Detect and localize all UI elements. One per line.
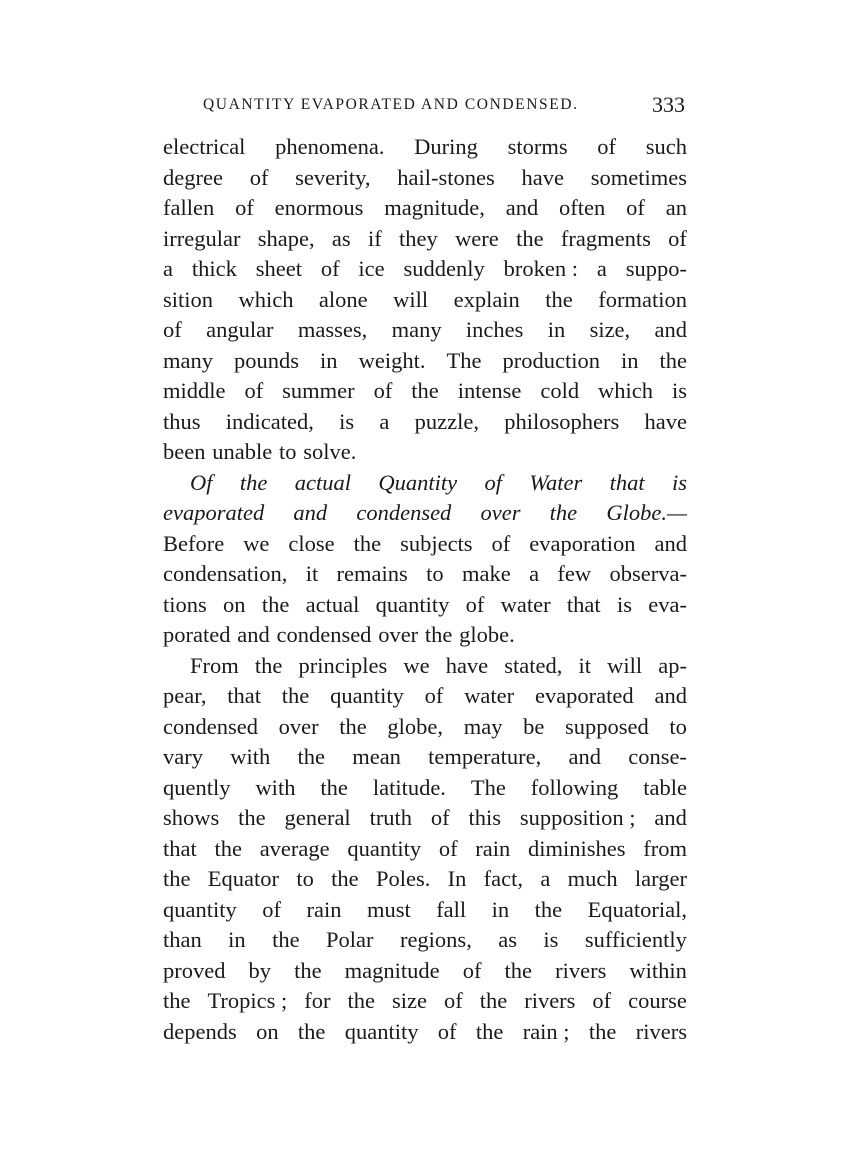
word: a: [540, 866, 551, 891]
word: quently: [163, 774, 231, 800]
word: diminishes: [528, 835, 626, 861]
word: latitude.: [372, 774, 446, 800]
word: that: [566, 591, 601, 617]
word: During: [414, 134, 478, 159]
word: of: [491, 530, 511, 556]
word: globe,: [387, 713, 444, 739]
word: summer: [282, 378, 355, 403]
word: fragments: [560, 225, 651, 251]
text-line: [163, 895, 687, 926]
word: a: [596, 256, 607, 281]
word: over: [278, 713, 319, 739]
word: in: [620, 347, 639, 373]
word: rain ;: [522, 1018, 570, 1044]
word: is: [671, 469, 687, 495]
text-line: [163, 651, 687, 682]
word: following: [530, 774, 619, 800]
word: close: [288, 530, 335, 556]
word: the: [214, 835, 242, 861]
word: tions: [163, 591, 207, 617]
word: for: [304, 988, 331, 1013]
text-line: [163, 925, 687, 956]
word: will: [393, 286, 429, 312]
word: of: [438, 835, 458, 861]
word: alone: [318, 286, 368, 312]
word: rivers: [524, 988, 576, 1013]
word: principles: [298, 652, 388, 678]
word: sufficiently: [584, 927, 687, 952]
word: the: [320, 774, 348, 800]
text-line: [163, 620, 687, 651]
word: which: [598, 378, 654, 403]
text-line: [163, 193, 687, 224]
word: regions,: [399, 927, 472, 952]
word: supposition ;: [519, 805, 636, 830]
word: suppo-: [625, 256, 687, 281]
word: a: [529, 561, 540, 586]
word: of: [597, 134, 617, 159]
word: The: [470, 774, 506, 800]
word: and: [654, 530, 687, 556]
word: solve.: [303, 439, 357, 464]
word: be: [523, 713, 545, 739]
text-line: [163, 132, 687, 163]
word: the: [516, 225, 544, 251]
text-line: [163, 468, 687, 499]
text-line: [163, 285, 687, 316]
word: porated: [163, 622, 231, 647]
word: hail-stones: [397, 164, 495, 190]
word: irregular: [163, 225, 241, 251]
word: the: [549, 500, 578, 525]
word: Equator: [207, 866, 280, 891]
word: and: [237, 622, 270, 647]
word: thus: [163, 408, 201, 434]
word: of: [249, 164, 269, 190]
word: much: [567, 866, 618, 891]
word: quantity: [347, 835, 422, 861]
word: is: [339, 408, 355, 434]
word: have: [521, 164, 564, 190]
text-line: [163, 742, 687, 773]
word: sometimes: [590, 164, 687, 190]
word: ice: [358, 256, 385, 281]
word: with: [230, 744, 271, 769]
word: the: [163, 866, 191, 891]
word: and: [654, 317, 687, 342]
word: in: [547, 317, 566, 342]
word: the: [297, 1018, 326, 1044]
word: will: [607, 652, 643, 678]
word: angular: [206, 317, 274, 342]
word: production: [502, 347, 600, 373]
word: over: [480, 500, 521, 525]
word: to: [278, 439, 297, 464]
word: Poles.: [375, 866, 431, 891]
word: as: [331, 225, 351, 251]
word: puzzle,: [414, 408, 479, 434]
word: the: [347, 988, 376, 1013]
word: the: [353, 530, 382, 556]
text-line: [163, 529, 687, 560]
word: of: [668, 225, 687, 251]
word: globe.: [459, 622, 515, 647]
word: which: [238, 286, 294, 312]
word: cold: [540, 378, 580, 403]
word: general: [284, 805, 351, 830]
word: sition: [163, 286, 214, 312]
word: the: [331, 866, 359, 891]
word: condensed: [356, 500, 452, 525]
word: a: [163, 256, 173, 281]
word: sheet: [255, 256, 302, 281]
word: explain: [453, 286, 520, 312]
word: within: [629, 957, 687, 983]
word: and: [568, 744, 601, 769]
word: inches: [465, 317, 524, 342]
word: rivers: [555, 957, 607, 983]
word: condensed: [276, 622, 372, 647]
word: fact,: [483, 866, 524, 891]
word: in: [228, 927, 246, 952]
word: that: [163, 835, 197, 861]
word: the: [261, 591, 290, 617]
word: formation: [598, 286, 687, 312]
word: truth: [369, 805, 413, 830]
word: quantity: [344, 1018, 419, 1044]
word: an: [665, 195, 687, 220]
word: quantity: [163, 896, 237, 922]
word: of: [592, 988, 612, 1013]
word: this: [468, 805, 502, 830]
text-line: [163, 407, 687, 438]
word: of: [235, 195, 254, 220]
word: and: [654, 805, 687, 830]
word: the: [411, 378, 439, 403]
word: fall: [436, 896, 467, 922]
word: the: [479, 988, 508, 1013]
word: subjects: [400, 530, 473, 556]
word: must: [366, 896, 411, 922]
word: by: [248, 957, 272, 983]
word: to: [426, 561, 444, 586]
word: been: [163, 439, 206, 464]
word: conse-: [628, 744, 687, 769]
word: in: [320, 347, 338, 373]
word: the: [475, 1018, 504, 1044]
text-line: [163, 681, 687, 712]
word: many: [391, 317, 442, 342]
text-line: [163, 498, 687, 529]
word: proved: [163, 957, 226, 983]
word: masses,: [297, 317, 368, 342]
word: supposed: [565, 713, 649, 739]
word: The: [446, 347, 482, 373]
text-line: [163, 864, 687, 895]
word: the: [424, 622, 453, 647]
word: ap-: [658, 652, 687, 678]
word: actual: [305, 591, 360, 617]
word: average: [259, 835, 330, 861]
word: on: [256, 1018, 279, 1044]
text-line: [163, 834, 687, 865]
word: of: [626, 195, 645, 220]
word: Quantity: [378, 469, 458, 495]
word: quantity: [330, 683, 404, 708]
word: shows: [163, 805, 220, 830]
text-line: [163, 559, 687, 590]
word: it: [305, 561, 319, 586]
word: of: [484, 469, 502, 495]
word: few: [557, 561, 592, 586]
word: of: [443, 988, 463, 1013]
word: From: [190, 652, 239, 678]
word: the: [504, 957, 533, 983]
word: on: [223, 591, 246, 617]
text-line: [163, 254, 687, 285]
word: the: [588, 1018, 617, 1044]
text-line: [163, 376, 687, 407]
word: thick: [191, 256, 237, 281]
word: stated,: [504, 652, 563, 678]
word: the: [281, 683, 310, 708]
word: indicated,: [225, 408, 314, 434]
word: Before: [163, 530, 225, 556]
word: may: [463, 713, 503, 739]
page-header: [203, 92, 685, 122]
word: pear,: [163, 683, 207, 708]
word: shape,: [257, 225, 315, 251]
word: of: [373, 378, 393, 403]
word: enormous: [274, 195, 364, 220]
word: Equatorial,: [587, 896, 687, 922]
page-number: 333: [652, 92, 685, 117]
word: to: [296, 866, 314, 891]
word: of: [430, 805, 450, 830]
word: larger: [634, 866, 687, 891]
word: In: [447, 866, 467, 891]
word: vary: [163, 744, 203, 769]
word: evaporated: [163, 500, 265, 525]
text-line: [163, 712, 687, 743]
word: of: [262, 896, 281, 922]
word: and: [505, 195, 539, 220]
word: temperature,: [428, 744, 542, 769]
word: suddenly: [403, 256, 485, 281]
text-line: [163, 1017, 687, 1048]
word: such: [645, 134, 687, 159]
word: mean: [352, 744, 401, 769]
word: that: [609, 469, 645, 495]
word: we: [243, 530, 270, 556]
word: the: [659, 347, 687, 373]
word: the: [294, 957, 322, 983]
word: condensation,: [163, 561, 288, 586]
word: with: [255, 774, 296, 800]
word: magnitude,: [384, 195, 485, 220]
word: the: [239, 469, 268, 495]
word: unable: [212, 439, 273, 464]
word: philosophers: [504, 408, 620, 434]
word: and: [654, 683, 687, 708]
word: actual: [294, 469, 351, 495]
word: is: [543, 927, 559, 952]
word: storms: [507, 134, 568, 159]
word: pounds: [234, 347, 300, 373]
word: as: [498, 927, 517, 952]
word: phenomena.: [275, 134, 385, 159]
word: often: [559, 195, 606, 220]
word: have: [644, 408, 687, 434]
word: make: [461, 561, 511, 586]
word: degree: [163, 164, 223, 190]
word: Tropics ;: [207, 988, 288, 1013]
word: they: [399, 225, 438, 251]
word: evaporation: [529, 530, 636, 556]
word: of: [465, 591, 485, 617]
word: were: [455, 225, 499, 251]
text-line: [163, 803, 687, 834]
text-line: [163, 590, 687, 621]
body-text: [163, 132, 687, 1047]
word: is: [671, 378, 687, 403]
word: to: [669, 713, 687, 739]
word: of: [462, 957, 482, 983]
word: is: [616, 591, 632, 617]
word: the: [272, 927, 300, 952]
word: magnitude: [344, 957, 440, 983]
word: have: [445, 652, 489, 678]
word: quantity: [375, 591, 450, 617]
word: observa-: [609, 561, 687, 586]
word: we: [403, 652, 430, 678]
text-line: [163, 315, 687, 346]
word: eva-: [648, 591, 687, 617]
word: from: [643, 835, 687, 861]
word: the: [163, 988, 191, 1013]
word: over: [378, 622, 419, 647]
text-line: [163, 437, 687, 468]
word: the: [238, 805, 266, 830]
word: electrical: [163, 134, 246, 159]
word: course: [628, 988, 687, 1013]
word: of: [437, 1018, 457, 1044]
word: table: [643, 774, 687, 800]
word: severity,: [295, 164, 371, 190]
word: the: [339, 713, 367, 739]
word: the: [254, 652, 283, 678]
word: broken :: [503, 256, 578, 281]
word: of: [244, 378, 264, 403]
word: the: [545, 286, 573, 312]
word: Water: [529, 469, 583, 495]
word: rain: [306, 896, 342, 922]
word: Polar: [326, 927, 374, 952]
running-title: QUANTITY EVAPORATED AND CONDENSED.: [203, 96, 579, 113]
word: intense: [457, 378, 522, 403]
word: if: [367, 225, 382, 251]
word: a: [379, 408, 390, 434]
text-line: [163, 986, 687, 1017]
text-line: [163, 773, 687, 804]
word: middle: [163, 378, 226, 403]
word: Of: [190, 469, 213, 495]
word: size,: [589, 317, 631, 342]
word: fallen: [163, 195, 215, 220]
word: rivers: [635, 1018, 687, 1044]
word: rain: [475, 835, 511, 861]
word: evaporated: [534, 683, 634, 708]
word: depends: [163, 1018, 237, 1044]
text-line: [163, 163, 687, 194]
text-line: [163, 224, 687, 255]
word: that: [227, 683, 261, 708]
word: than: [163, 927, 202, 952]
word: of: [424, 683, 444, 708]
word: size: [392, 988, 427, 1013]
text-line: [163, 346, 687, 377]
word: the: [534, 896, 563, 922]
word: and: [293, 500, 328, 525]
word: condensed: [163, 713, 258, 739]
word: Globe.—: [606, 500, 687, 525]
word: water: [500, 591, 551, 617]
word: it: [578, 652, 592, 678]
word: of: [320, 256, 340, 281]
word: water: [464, 683, 515, 708]
word: weight.: [358, 347, 426, 373]
word: remains: [336, 561, 408, 586]
word: in: [491, 896, 510, 922]
word: many: [163, 347, 213, 373]
text-line: [163, 956, 687, 987]
word: the: [297, 744, 325, 769]
word: of: [163, 317, 182, 342]
